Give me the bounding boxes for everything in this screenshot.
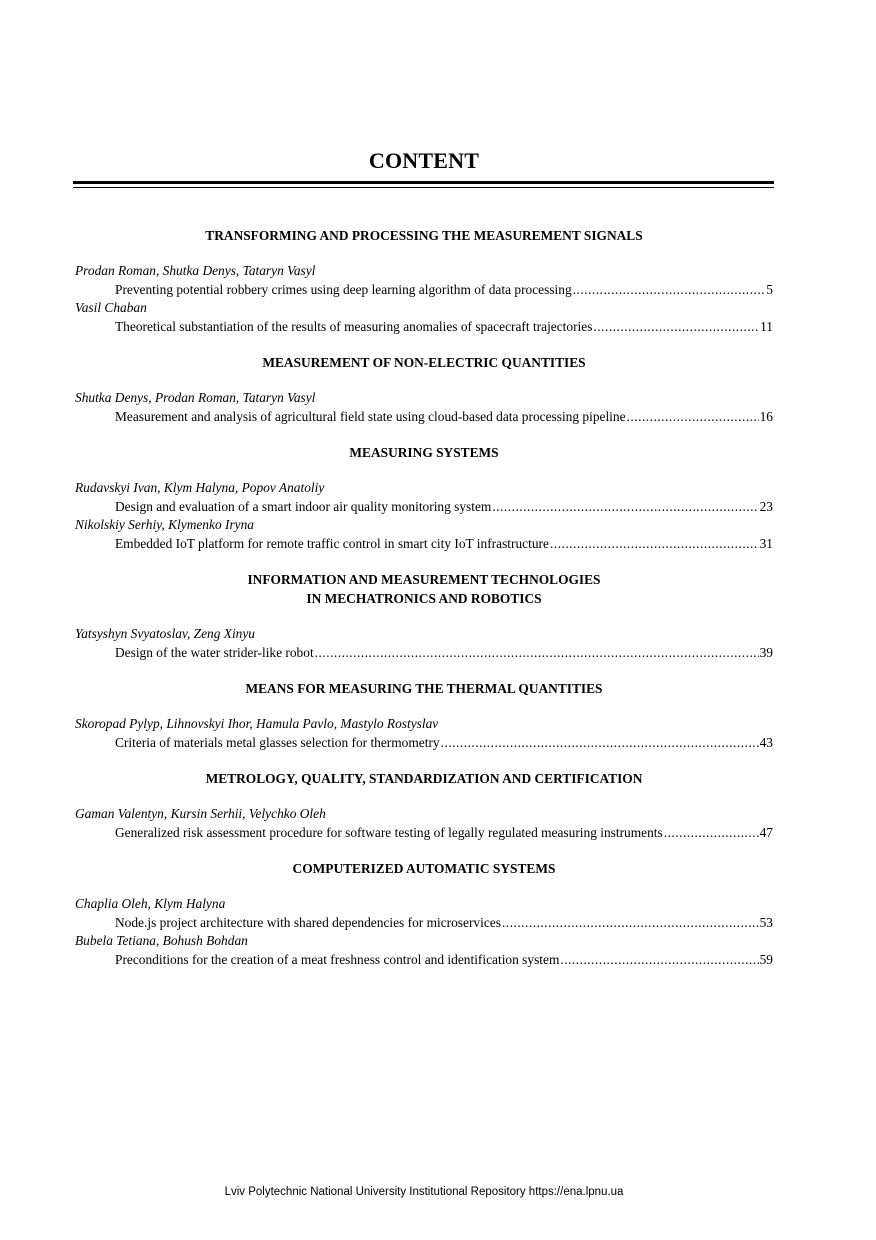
entry-authors: Chaplia Oleh, Klym Halyna xyxy=(75,896,226,911)
section-heading xyxy=(75,769,773,788)
toc-entry xyxy=(75,535,773,554)
entry-page-number: 39 xyxy=(759,644,773,660)
entry-page-number: 23 xyxy=(759,498,773,514)
entry-page-number: 47 xyxy=(759,824,773,840)
toc-entry xyxy=(75,951,773,970)
dot-leader xyxy=(573,281,766,300)
dot-leader xyxy=(627,408,759,427)
entry-page-number: 43 xyxy=(759,734,773,750)
entry-title: Generalized risk assessment procedure for software testing of legally regulated measuring instruments xyxy=(115,824,663,840)
entry-page-number: 16 xyxy=(759,408,773,424)
entry-authors: Rudavskyi Ivan, Klym Halyna, Popov Anatoliy xyxy=(75,480,325,495)
entry-title: Design of the water strider-like robot xyxy=(115,644,314,660)
section-heading-line: MEASUREMENT OF NON-ELECTRIC QUANTITIES xyxy=(262,355,586,370)
section-heading-line: MEANS FOR MEASURING THE THERMAL QUANTITIES xyxy=(245,681,603,696)
dot-leader xyxy=(560,951,758,970)
toc-entry xyxy=(75,281,773,300)
section-heading-line: COMPUTERIZED AUTOMATIC SYSTEMS xyxy=(292,861,556,876)
footer-repository-note: Lviv Polytechnic National University Institutional Repository https://ena.lpnu.ua xyxy=(224,1186,624,1198)
title-underline-thick xyxy=(73,181,774,184)
section-heading-line: TRANSFORMING AND PROCESSING THE MEASUREMENT SIGNALS xyxy=(205,228,643,243)
entry-title: Design and evaluation of a smart indoor air quality monitoring system xyxy=(115,498,492,514)
section-heading xyxy=(75,570,773,608)
toc-entry xyxy=(75,914,773,933)
entry-page-number: 31 xyxy=(759,535,773,551)
section-heading-line: IN MECHATRONICS AND ROBOTICS xyxy=(306,591,542,606)
section-heading-line: INFORMATION AND MEASUREMENT TECHNOLOGIES xyxy=(247,572,601,587)
dot-leader xyxy=(441,734,759,753)
toc-entry xyxy=(75,644,773,663)
section-heading xyxy=(75,859,773,878)
dot-leader xyxy=(593,318,759,337)
toc-entry xyxy=(75,734,773,753)
section-heading xyxy=(75,353,773,372)
dot-leader xyxy=(502,914,759,933)
table-of-contents xyxy=(75,226,773,969)
title-underline-thin xyxy=(73,187,774,188)
entry-title: Node.js project architecture with shared dependencies for microservices xyxy=(115,914,501,930)
entry-page-number: 59 xyxy=(759,951,773,967)
entry-title: Theoretical substantiation of the results of measuring anomalies of spacecraft trajectories xyxy=(115,318,593,334)
toc-entry xyxy=(75,408,773,427)
section-heading xyxy=(75,679,773,698)
entry-authors: Yatsyshyn Svyatoslav, Zeng Xinyu xyxy=(75,626,256,641)
entry-authors: Shutka Denys, Prodan Roman, Tataryn Vasyl xyxy=(75,390,316,405)
entry-title: Preventing potential robbery crimes using deep learning algorithm of data processing xyxy=(115,281,572,297)
dot-leader xyxy=(492,498,758,517)
entry-page-number: 53 xyxy=(759,914,773,930)
section-heading-line: METROLOGY, QUALITY, STANDARDIZATION AND CERTIFICATION xyxy=(205,771,643,786)
dot-leader xyxy=(315,644,759,663)
section-heading xyxy=(75,443,773,462)
toc-entry xyxy=(75,824,773,843)
entry-authors: Gaman Valentyn, Kursin Serhii, Velychko Oleh xyxy=(75,806,326,821)
entry-authors: Skoropad Pylyp, Lihnovskyi Ihor, Hamula Pavlo, Mastylo Rostyslav xyxy=(75,716,439,731)
entry-title: Criteria of materials metal glasses selection for thermometry xyxy=(115,734,440,750)
entry-title: Preconditions for the creation of a meat freshness control and identification system xyxy=(115,951,560,967)
dot-leader xyxy=(664,824,759,843)
section-heading-line: MEASURING SYSTEMS xyxy=(349,445,499,460)
entry-authors: Nikolskiy Serhiy, Klymenko Iryna xyxy=(75,517,254,532)
toc-entry xyxy=(75,498,773,517)
dot-leader xyxy=(550,535,759,554)
entry-page-number: 11 xyxy=(760,318,773,334)
entry-authors: Bubela Tetiana, Bohush Bohdan xyxy=(75,933,248,948)
entry-authors: Vasil Chaban xyxy=(75,300,147,315)
section-heading xyxy=(75,226,773,245)
entry-title: Measurement and analysis of agricultural field state using cloud-based data processing pipeline xyxy=(115,408,626,424)
toc-entry xyxy=(75,318,773,337)
entry-title: Embedded IoT platform for remote traffic control in smart city IoT infrastructure xyxy=(115,535,549,551)
page-title: CONTENT xyxy=(368,148,480,173)
entry-page-number: 5 xyxy=(766,281,773,297)
entry-authors: Prodan Roman, Shutka Denys, Tataryn Vasyl xyxy=(75,263,316,278)
